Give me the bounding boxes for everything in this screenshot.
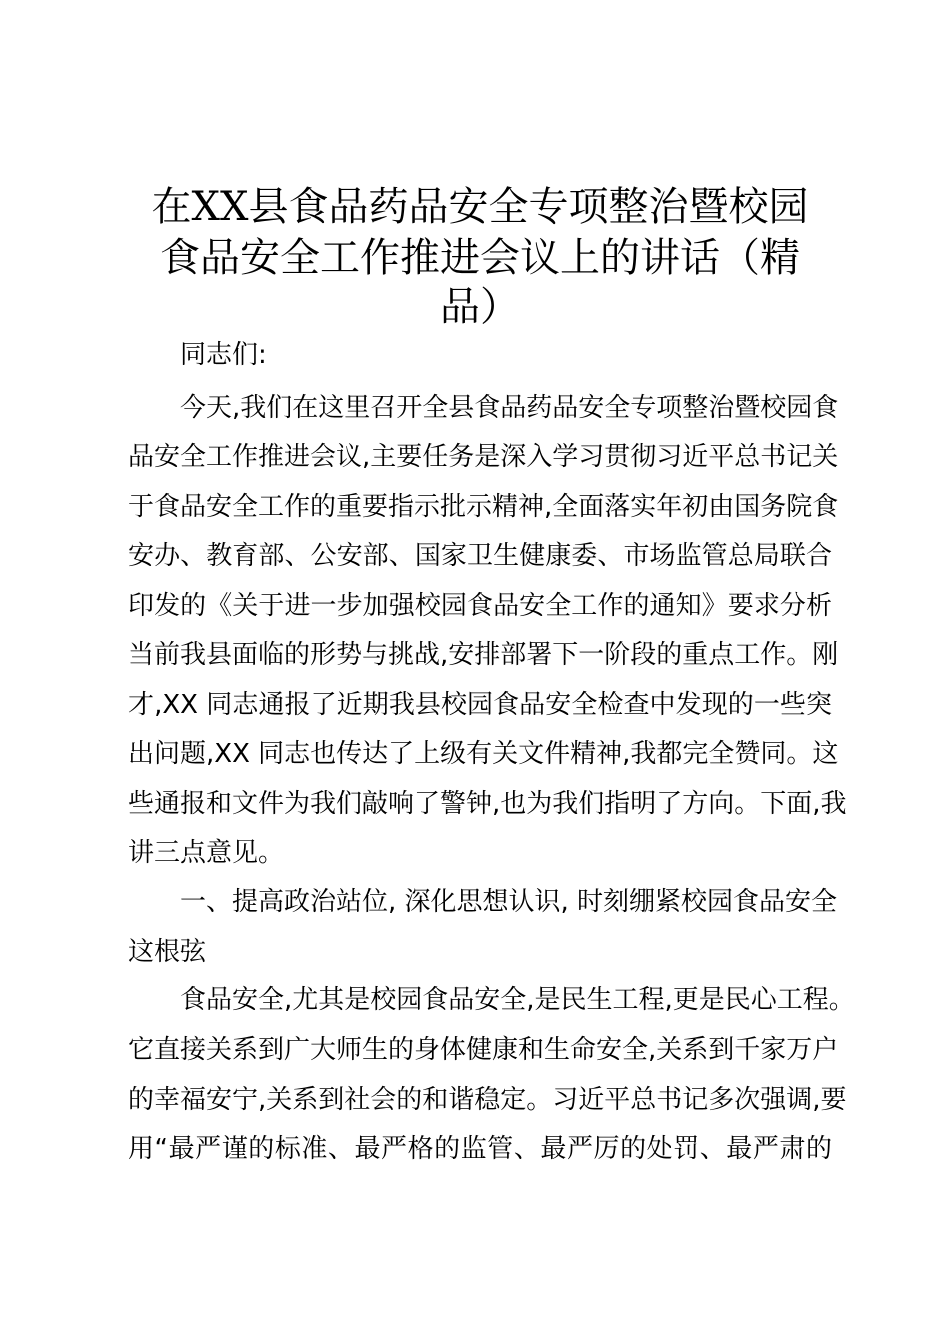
document-title-line: 食品安全工作推进会议上的讲话（精 xyxy=(160,235,800,281)
salutation: 同志们: xyxy=(180,340,267,370)
paragraph-line: 出问题,XX 同志也传达了上级有关文件精神,我都完全赞同。这 xyxy=(128,739,839,769)
paragraph-line: 印发的《关于进一步加强校园食品安全工作的通知》要求分析 xyxy=(128,591,832,621)
document-title-line: 在XX县食品药品安全专项整治暨校园 xyxy=(151,184,809,230)
paragraph-line: 今天,我们在这里召开全县食品药品安全专项整治暨校园食 xyxy=(180,393,839,423)
section-heading-line: 一、提高政治站位, 深化思想认识, 时刻绷紧校园食品安全 xyxy=(180,887,838,917)
paragraph-line: 品安全工作推进会议,主要任务是深入学习贯彻习近平总书记关 xyxy=(128,442,839,472)
paragraph-line: 讲三点意见。 xyxy=(128,838,285,868)
paragraph-line: 的幸福安宁,关系到社会的和谐稳定。习近平总书记多次强调,要 xyxy=(128,1085,847,1115)
section-heading-line: 这根弦 xyxy=(128,937,207,967)
document-title-line: 品） xyxy=(440,284,520,330)
paragraph-line: 用“最严谨的标准、最严格的监管、最严厉的处罚、最严肃的 xyxy=(128,1134,832,1164)
paragraph-line: 食品安全,尤其是校园食品安全,是民生工程,更是民心工程。 xyxy=(180,985,855,1015)
paragraph-line: 它直接关系到广大师生的身体健康和生命安全,关系到千家万户 xyxy=(128,1035,839,1065)
paragraph-line: 安办、教育部、公安部、国家卫生健康委、市场监管总局联合 xyxy=(128,541,832,571)
paragraph-line: 当前我县面临的形势与挑战,安排部署下一阶段的重点工作。刚 xyxy=(128,640,839,670)
paragraph-line: 才,XX 同志通报了近期我县校园食品安全检查中发现的一些突 xyxy=(128,690,832,720)
paragraph-line: 些通报和文件为我们敲响了警钟,也为我们指明了方向。下面,我 xyxy=(128,789,847,819)
paragraph-line: 于食品安全工作的重要指示批示精神,全面落实年初由国务院食 xyxy=(128,492,839,522)
